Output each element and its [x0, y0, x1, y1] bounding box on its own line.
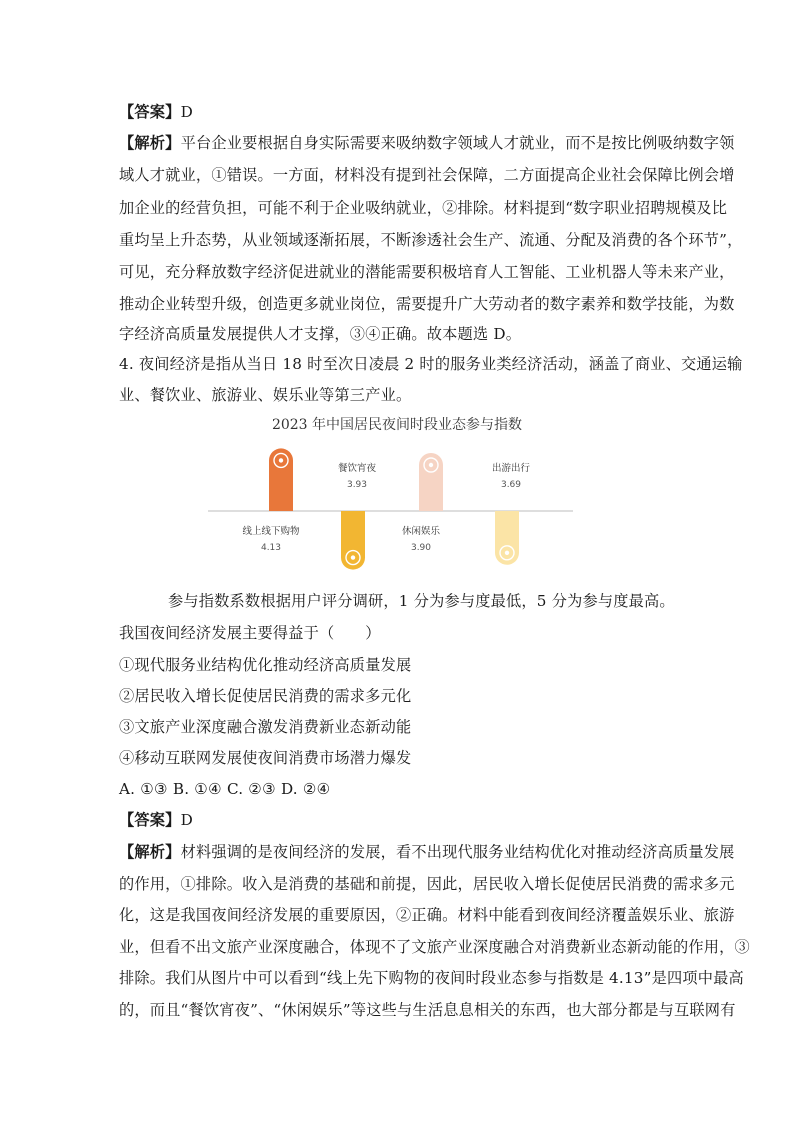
camera-icon-dot [429, 463, 433, 467]
analysis-label: 【解析】 [119, 134, 181, 152]
gift-icon-dot [351, 555, 355, 559]
analysis-text: 平台企业要根据自身实际需要来吸纳数字领域人才就业，而不是按比例吸纳数字领 [180, 134, 735, 152]
analysis-line: 的作用，①排除。收入是消费的基础和前提，因此，居民收入增长促使居民消费的需求多元 [119, 875, 735, 893]
people-icon-dot [279, 458, 283, 462]
analysis-line: 可见，充分释放数字经济促进就业的潜能需要积极培育人工智能、工业机器人等未来产业， [119, 263, 735, 281]
analysis-text: 材料强调的是夜间经济的发展，看不出现代服务业结构优化对推动经济高质量发展 [180, 843, 735, 861]
chart-category-label: 餐饮宵夜 [337, 463, 377, 474]
question-stem: 我国夜间经济发展主要得益于（ ） [119, 624, 381, 642]
chart-value-label: 4.13 [260, 543, 282, 553]
analysis-line: 的，而且“餐饮宵夜”、“休闲娱乐”等这些与生活息息相关的东西，也大部分都是与互联网有 [119, 1001, 736, 1019]
chart-value-label: 3.93 [346, 480, 368, 490]
question-line: 4. 夜间经济是指从当日 18 时至次日凌晨 2 时的服务业类经济活动，涵盖了商业、交通运输 [119, 355, 743, 373]
question-line: 业、餐饮业、旅游业、娱乐业等第三产业。 [119, 386, 412, 404]
option-1: ①现代服务业结构优化推动经济高质量发展 [119, 656, 412, 674]
answer-value: D [180, 811, 193, 829]
answer-line [119, 810, 193, 830]
chart-category-label: 出游出行 [491, 463, 531, 474]
answer-value: D [180, 103, 193, 121]
chart-value-label: 3.90 [410, 543, 432, 553]
analysis-line: 域人才就业，①错误。一方面，材料没有提到社会保障，二方面提高企业社会保障比例会增 [119, 166, 735, 184]
chart-title: 2023 年中国居民夜间时段业态参与指数 [271, 417, 523, 433]
chart-note: 参与指数系数根据用户评分调研，1 分为参与度最低，5 分为参与度最高。 [168, 592, 675, 610]
answer-choices: A. ①③ B. ①④ C. ②③ D. ②④ [119, 780, 331, 798]
option-2: ②居民收入增长促使居民消费的需求多元化 [119, 687, 412, 705]
answer-label: 【答案】 [119, 811, 181, 829]
analysis-line: 排除。我们从图片中可以看到“线上先下购物的夜间时段业态参与指数是 4.13”是四项中最高 [119, 969, 744, 987]
option-4: ④移动互联网发展使夜间消费市场潜力爆发 [119, 749, 412, 767]
analysis-line: 重均呈上升态势，从业领域逐渐拓展，不断渗透社会生产、流通、分配及消费的各个环节”， [119, 231, 743, 249]
analysis-line: 推动企业转型升级，创造更多就业岗位，需要提升广大劳动者的数字素养和数学技能，为数 [119, 295, 735, 313]
analysis-line: 业，但看不出文旅产业深度融合，体现不了文旅产业深度融合对消费新业态新动能的作用，③ [119, 938, 750, 956]
analysis-label: 【解析】 [119, 843, 181, 861]
option-3: ③文旅产业深度融合激发消费新业态新动能 [119, 718, 412, 736]
analysis-line [119, 842, 735, 862]
chart-category-label: 休闲娱乐 [401, 526, 441, 537]
chart-value-label: 3.69 [500, 480, 522, 490]
analysis-line: 化，这是我国夜间经济发展的重要原因，②正确。材料中能看到夜间经济覆盖娱乐业、旅游 [119, 906, 735, 924]
answer-label: 【答案】 [119, 103, 181, 121]
box-icon-dot [505, 551, 509, 555]
chart-category-label: 线上线下购物 [242, 526, 300, 537]
analysis-line: 加企业的经营负担，可能不利于企业吸纳就业，②排除。材料提到“数字职业招聘规模及比 [119, 199, 728, 217]
analysis-line: 字经济高质量发展提供人才支撑，③④正确。故本题选 D。 [119, 325, 522, 343]
